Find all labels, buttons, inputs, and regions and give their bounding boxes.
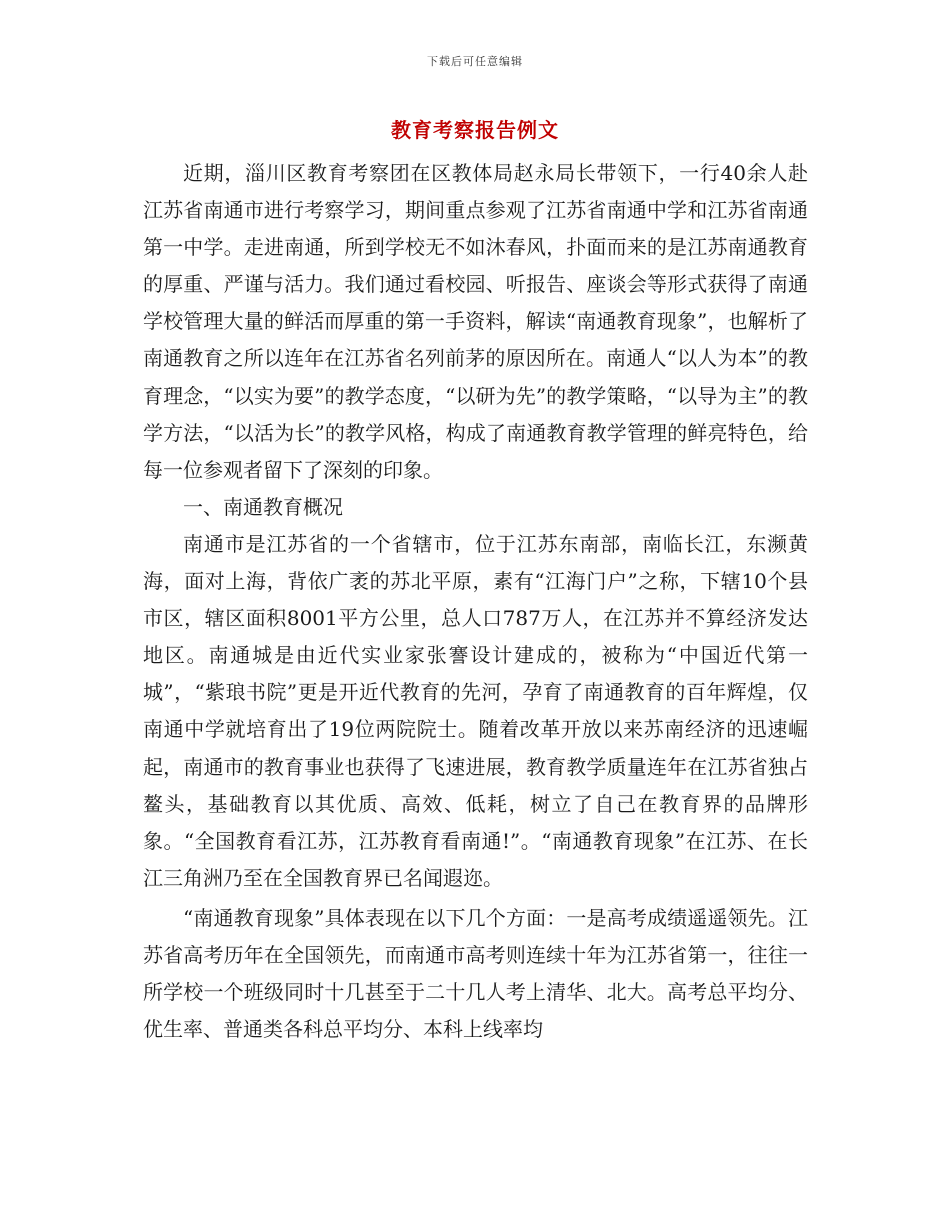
document-title: 教育考察报告例文	[391, 118, 559, 142]
section-heading: 一、南通教育概况	[183, 494, 343, 519]
paragraph-intro: 近期，淄川区教育考察团在区教体局赵永局长带领下，一行40余人赴江苏省南通市进行考察学习，期间重点参观了江苏省南通中学和江苏省南通第一中学。走进南通，所到学校无不如沐春风，扑面而来的是江苏南通教育的厚重、严谨与活力。我们通过看校园、听报告、座谈会等形式获得了南通学校管理大量的鲜活而厚重的第一手资料，解读“南通教育现象”，也解析了南通教育之所以连年在江苏省名列前茅的原因所在。南通人“以人为本”的教育理念，“以实为要”的教学态度，“以研为先”的教学策略，“以导为主”的教学方法，“以活为长”的教学风格，构成了南通教育教学管理的鲜亮特色，给每一位参观者留下了深刻的印象。	[143, 161, 808, 482]
paragraph-phenomenon: “南通教育现象”具体表现在以下几个方面：一是高考成绩遥遥领先。江苏省高考历年在全国领先，而南通市高考则连续十年为江苏省第一，往往一所学校一个班级同时十几甚至于二十几人考上清华、北大。高考总平均分、优生率、普通类各科总平均分、本科上线率均	[143, 905, 808, 1042]
header-note: 下载后可任意编辑	[427, 55, 523, 68]
document-body	[143, 155, 808, 1048]
paragraph-overview: 南通市是江苏省的一个省辖市，位于江苏东南部，南临长江，东濒黄海，面对上海，背依广袤的苏北平原，素有“江海门户”之称，下辖10个县市区，辖区面积8001平方公里，总人口787万人，在江苏并不算经济发达地区。南通城是由近代实业家张謇设计建成的，被称为“中国近代第一城”，“紫琅书院”更是开近代教育的先河，孕育了南通教育的百年辉煌，仅南通中学就培育出了19位两院院士。随着改革开放以来苏南经济的迅速崛起，南通市的教育事业也获得了飞速进展，教育教学质量连年在江苏省独占鳌头，基础教育以其优质、高效、低耗，树立了自己在教育界的品牌形象。“全国教育看江苏，江苏教育看南通!”。“南通教育现象”在江苏、在长江三角洲乃至在全国教育界已名闻遐迩。	[143, 531, 808, 890]
